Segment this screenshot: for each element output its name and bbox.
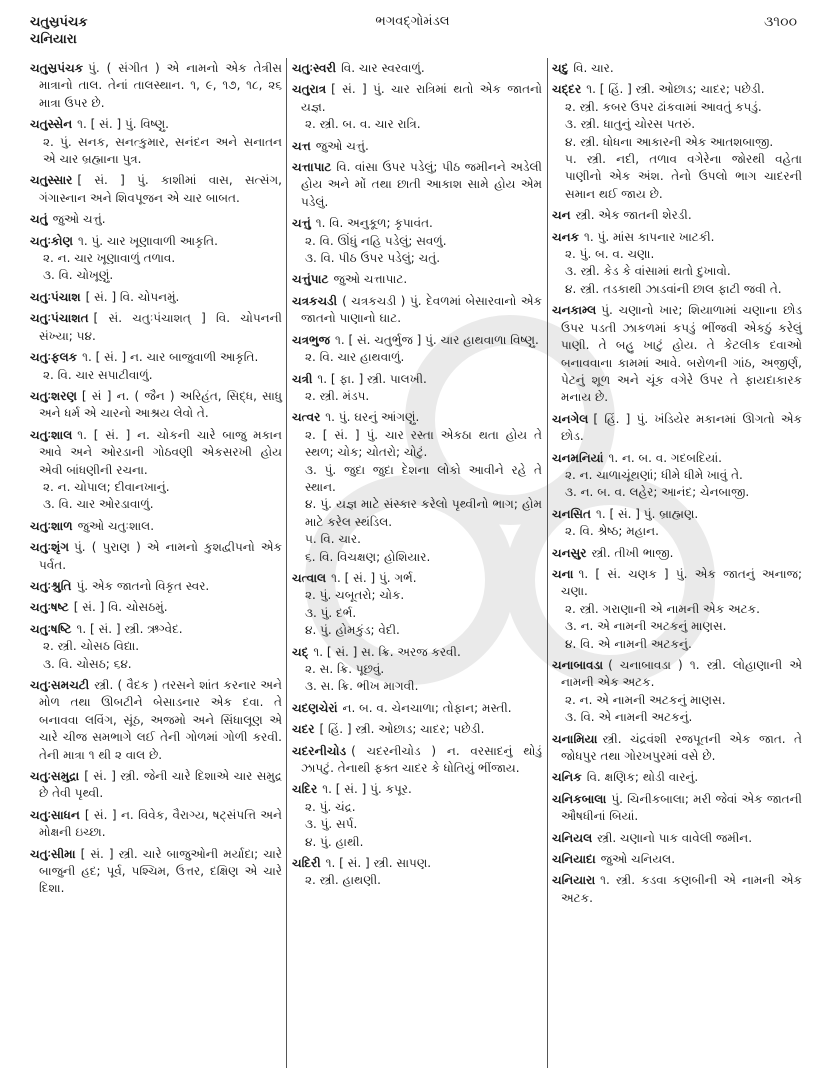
sense: ૨. સ્ત્રી. હાથણી. xyxy=(305,873,381,888)
headword: ચનિકબાલા xyxy=(552,791,607,806)
headword: ચદણચેરાં xyxy=(292,700,338,715)
dictionary-entry xyxy=(30,578,282,595)
definition: [ સં. ] ન. વિવેક, વૈરાગ્ય, ષટ્સંપત્તિ અને મોક્ષની ઇચ્છા. xyxy=(39,807,282,840)
sense: ૨. પું. સનક, સનત્કુમાર, સનંદન અને સનાતન એ ચાર બ્રહ્માના પુત્ર. xyxy=(43,134,282,167)
headword: ચદરનીચોડ xyxy=(292,743,347,758)
sense: ૨. સ્ત્રી. કબર ઉપર ઢાંકવામાં આવતું કપડું. xyxy=(565,99,762,114)
column-2 xyxy=(292,60,542,894)
headword: ચતુઃસ્વરી xyxy=(292,61,337,75)
headword: ચતુઃફલક xyxy=(30,350,78,365)
headword: ચનકામ્લ xyxy=(552,303,597,318)
headword: ચતું xyxy=(30,212,48,227)
dictionary-entry xyxy=(292,409,542,566)
dictionary-entry xyxy=(292,215,542,267)
definition: પું. એક જાતનો વિકૃત સ્વર. xyxy=(76,578,210,593)
headword: ચત્વર xyxy=(292,410,321,425)
definition: જુઓ ચત્તાપાટ. xyxy=(333,272,408,287)
dictionary-entry xyxy=(552,545,802,562)
definition: [ સં. ] વિ. ચોસઠમું. xyxy=(73,600,168,615)
sense: ૨. સ્ત્રી. ચોસઠ વિદ્યા. xyxy=(43,639,140,654)
dictionary-entry xyxy=(552,302,802,406)
sense: ૨. વિ. ચાર હાથવાળું. xyxy=(305,350,405,365)
column-divider xyxy=(547,58,548,1068)
headword: ચત્તુંપાટ xyxy=(292,272,329,287)
dictionary-entry xyxy=(552,657,802,727)
headword: ચનામિયા xyxy=(552,731,598,746)
column-3 xyxy=(552,60,802,911)
sense: ૨. સ્ત્રી. બ. વ. ચાર રાત્રિ. xyxy=(305,117,421,132)
definition: ( ચત્રકચડી ) પું. દેવળમાં બેસારવાનો એક જાતનો પાણાનો ઘાટ. xyxy=(301,293,542,326)
sense: ૨. ન. ચાળાચૂંથણાં; ધીમે ધીમે ખાવું તે. xyxy=(565,467,743,482)
definition: [ સં. ચતુઃપંચાશત્ ] વિ. ચોપનની સંખ્યા; ૫૪. xyxy=(39,311,282,343)
headword: ચતુઃકોણ xyxy=(30,233,73,248)
definition: ૧. [ ફા. ] સ્ત્રી. પાલખી. xyxy=(317,371,427,386)
headword: ચતુઃશાળ xyxy=(30,518,73,533)
dictionary-entry xyxy=(292,60,542,77)
headword: ચનિયલ xyxy=(552,830,593,845)
definition: પું. ( પુરાણ ) એ નામનો કુશદ્વીપનો એક પર્વત. xyxy=(39,540,282,572)
sense: ૪. વિ. એ નામની અટકનું. xyxy=(565,636,692,651)
dictionary-entry xyxy=(292,371,542,406)
dictionary-entry xyxy=(292,700,542,717)
headword: ચતુઃષષ્ટ xyxy=(30,600,69,615)
headword: ચતુઃસીમા xyxy=(30,846,76,861)
definition: સ્ત્રી. ચણાનો પાક વાવેલી જમીન. xyxy=(597,830,753,845)
definition: [ હિં. ] પું. ખંડિયેર મકાનમાં ઊગતો એક છોડ. xyxy=(561,411,802,444)
definition: જુઓ ચત્તું. xyxy=(315,138,369,153)
page-number: ૩૧૦૦ xyxy=(763,14,797,30)
dictionary-entry xyxy=(30,233,282,285)
headword: ચનિયાદા xyxy=(552,852,596,867)
headword: ચતુઃશાલ xyxy=(30,427,73,442)
sense: ૩. વિ. ચાર ઓરડાવાળું. xyxy=(43,497,154,512)
sense: ૩. વિ. પીઠ ઉપર પડેલું; ચતું. xyxy=(305,251,441,266)
definition: ૧. [ સં. ] પું. કપૂર. xyxy=(322,782,412,797)
running-title: ભગવદ્ગોમંડલ xyxy=(375,14,450,29)
dictionary-entry xyxy=(292,271,542,288)
headword: ચદિર xyxy=(292,782,318,797)
dictionary-entry xyxy=(292,781,542,851)
sense: ૪. સ્ત્રી. તડકાથી ઝાડવાંની છાલ ફાટી જવી તે. xyxy=(565,281,782,296)
dictionary-entry xyxy=(292,81,542,133)
sense: ૨. ન. ચોપાલ; દીવાનખાનું. xyxy=(43,479,170,494)
headword: ચદુ xyxy=(552,61,569,75)
definition: જુઓ ચનિયલ. xyxy=(600,852,676,867)
sense: ૫. સ્ત્રી. નદી, તળાવ વગેરેના જોરથી વહેતા પાણીનો એક અંશ. તેનો ઉપલો ભાગ ચાદરની સમાન થઈ જાય છે. xyxy=(565,152,802,201)
dictionary-entry xyxy=(552,450,802,502)
definition: ન. બ. વ. ચેનચાળા; તોફાન; મસ્તી. xyxy=(342,700,512,715)
sense: ૩. વિ. ચોખૂણું. xyxy=(43,268,114,283)
headword: ચનસુર xyxy=(552,545,587,560)
sense: ૪. પું. યજ્ઞ માટે સંસ્કાર કરેલો પૃથ્વીનો ભાગ; હોમ માટે કરેલ સ્થંડિલ. xyxy=(305,497,542,529)
sense: ૨. ન. એ નામની અટકનું માણસ. xyxy=(565,692,726,707)
dictionary-entry xyxy=(30,388,282,423)
headword: ચત્તું xyxy=(292,216,311,231)
headword: ચનસિત xyxy=(552,506,591,521)
definition: પું. ( સંગીત ) એ નામનો એક તેત્રીસ માત્રાનો તાલ. તેનાં તાલસ્થાન. ૧, ૯, ૧૭, ૧૮, ૨૬ માત્રા ઉપર છે. xyxy=(39,61,282,110)
dictionary-entry xyxy=(30,289,282,306)
definition: ૧. [ સં. ચતુર્ભુજ ] પું. ચાર હાથવાળા વિષ્ણુ. xyxy=(334,332,539,347)
guide-word-first: ચતુસ્રપંચક xyxy=(30,15,88,30)
definition: ૧. ન. બ. વ. ગદબદિયાં. xyxy=(608,450,722,465)
sense: ૨. પું. ચંદ્ર. xyxy=(305,799,356,814)
dictionary-entry xyxy=(292,570,542,640)
dictionary-entry xyxy=(30,310,282,345)
dictionary-entry xyxy=(30,846,282,898)
definition: પું. ચણાનો ખાર; શિયાળામાં ચણાના છોડ ઉપર પડતી ઝાકળમાં કપડું ભીંજવી એકઠું કરેલું પાણી. તે બહુ ખાટું હોય. તે કેટલીક દવાઓ બનાવવાના કામમાં આવે. બરોળની ગાંઠ, અજીર્ણ, પેટનું શૂળ અને ચૂંક વગેરે ઉપર તે ફાયદાકારક મનાય છે. xyxy=(561,303,802,405)
headword: ચત્રભુજ xyxy=(292,332,330,347)
definition: [ સં. ] પું. ચાર રાત્રિમાં થતો એક જાતનો યજ્ઞ. xyxy=(301,82,542,114)
sense: ૩. વિ. ચોસઠ; ૬૪. xyxy=(43,656,132,671)
definition: સ્ત્રી. તીખી ભાજી. xyxy=(591,545,674,560)
headword: ચતુઃશરણ xyxy=(30,388,77,403)
sense: ૪. પું. હાથી. xyxy=(305,834,364,849)
definition: [ સં. ] સ્ત્રી. ચારે બાજુઓની મર્યાદા; ચારે બાજુની હદ; પૂર્વ, પશ્ચિમ, ઉત્તર, દક્ષિણ એ ચારે દિશા. xyxy=(39,846,282,896)
definition: ૧. [ સં. ] પું. ગર્ભ. xyxy=(331,570,417,585)
sense: ૩. પું. જુદા જુદા દેશના લોકો આવીને રહે તે સ્થાન. xyxy=(305,462,542,494)
sense: ૩. સ. ક્રિ. ભીખ માગવી. xyxy=(305,679,419,694)
dictionary-entry xyxy=(30,539,282,574)
definition: ૧. [ સં. ] પું. વિષ્ણુ. xyxy=(77,117,169,132)
definition: સ્ત્રી. ( વૈદક ) તરસને શાંત કરનાર અને મોળ તથા ઊબટીને બેસાડનાર એક દવા. તે બનાવવા લવિંગ, સૂંઠ, અજમો અને સિંધાલૂણ એ ચારે ચીજ સમભાગે લઈ તેની ગોળમાં ગોળી કરવી. તેની માત્રા ૧ થી ૨ વાલ છે. xyxy=(39,678,282,762)
sense: ૨. વિ. ઊંધું નહિ પડેલું; સવળું. xyxy=(305,233,447,248)
headword: ચતુસ્સેન xyxy=(30,117,73,132)
headword: ચતુઃસમુદ્રા xyxy=(30,769,80,784)
definition: ૧. [ સં. ] સ. ક્રિ. અરજ કરવી. xyxy=(313,644,461,659)
sense: ૩. સ્ત્રી. કેડ કે વાંસામાં થતો દુખાવો. xyxy=(565,264,731,279)
dictionary-entry xyxy=(292,159,542,211)
headword: ચનાબાવડા xyxy=(552,658,604,672)
dictionary-entry xyxy=(30,677,282,764)
sense: ૫. વિ. ચાર. xyxy=(305,532,361,547)
sense: ૨. ન. ચાર ખૂણાવાળું તળાવ. xyxy=(43,251,176,266)
sense: ૩. ન. બ. વ. લહેર; આનંદ; ચેનબાજી. xyxy=(565,485,750,500)
headword: ચનગેલ xyxy=(552,411,589,426)
dictionary-entry xyxy=(30,427,282,514)
definition: વિ. વાંસા ઉપર પડેલું; પીઠ જમીનને અડેલી હોય અને મોં તથા છાતી આકાશ સામે હોય એમ પડેલું. xyxy=(301,160,542,209)
definition: ૧. સ્ત્રી. કડવા કણબીની એ નામની એક અટક. xyxy=(561,873,802,905)
sense: ૨. સ્ત્રી. મંડપ. xyxy=(305,388,370,403)
definition: ૧. [ સં. ચણક ] પું. એક જાતનું અનાજ; ચણા. xyxy=(561,566,802,599)
dictionary-entry xyxy=(30,116,282,168)
dictionary-entry xyxy=(292,332,542,367)
definition: [ સં. ] પું. કાશીમાં વાસ, સત્સંગ, ગંગાસ્નાન અને શિવપૂજન એ ચાર બાબત. xyxy=(39,173,282,205)
definition: વિ. ચાર સ્વરવાળું. xyxy=(341,61,425,75)
dictionary-entry xyxy=(552,769,802,786)
sense: ૩. પું. દર્ભ. xyxy=(305,605,357,620)
dictionary-entry xyxy=(552,506,802,541)
column-1 xyxy=(30,60,282,902)
dictionary-entry xyxy=(552,872,802,907)
sense: ૨. સ્ત્રી. ગરાણાની એ નામની એક અટક. xyxy=(565,601,760,616)
headword: ચતુઃષષ્ટિ xyxy=(30,621,72,636)
dictionary-entry xyxy=(292,644,542,696)
sense: ૩. વિ. એ નામની અટકનું. xyxy=(565,710,693,725)
headword: ચત્તાપાટ xyxy=(292,160,332,175)
definition: વિ. ચાર. xyxy=(573,61,614,75)
sense: ૪. સ્ત્રી. ધોધના આકારની એક આતશબાજી. xyxy=(565,134,774,149)
dictionary-entry xyxy=(30,518,282,535)
dictionary-entry xyxy=(552,731,802,766)
sense: ૨. વિ. શ્રેષ્ઠ; મહાન. xyxy=(565,524,659,539)
sense: ૨. સ. ક્રિ. પૂછવું. xyxy=(305,662,385,676)
headword: ચત્વાલ xyxy=(292,570,327,585)
dictionary-entry xyxy=(292,138,542,155)
headword: ચદર xyxy=(292,722,315,737)
dictionary-entry xyxy=(292,743,542,778)
dictionary-entry xyxy=(552,791,802,826)
definition: વિ. ક્ષણિક; થોડી વારનું. xyxy=(586,770,699,785)
sense: ૨. પું. ચબૂતરો; ચોક. xyxy=(305,588,405,603)
dictionary-entry xyxy=(30,807,282,842)
dictionary-entry xyxy=(552,411,802,446)
definition: ૧. [ સં. ] સ્ત્રી. ઋગ્વેદ. xyxy=(76,621,183,636)
dictionary-entry xyxy=(30,621,282,673)
definition: ૧. [ સં. ] પું. બ્રાહ્મણ. xyxy=(595,506,699,521)
definition: સ્ત્રી. ચંદ્રવંશી રજપૂતની એક જાત. તે જોધપુર તથા ગોરખપુરમાં વસે છે. xyxy=(561,731,802,764)
headword: ચતુઃશૃંગ xyxy=(30,540,70,555)
dictionary-entry xyxy=(552,60,802,77)
definition: ( ચનાબાવડા ) ૧. સ્ત્રી. લોહાણાની એ નામની એક અટક. xyxy=(561,658,802,690)
dictionary-entry xyxy=(552,229,802,299)
definition: ૧. [ સં. ] ન. ચાર બાજુવાળી આકૃતિ. xyxy=(82,350,259,365)
headword: ચદ્દર xyxy=(552,82,582,97)
dictionary-entry xyxy=(30,60,282,112)
definition: ૧. પું. ચાર ખૂણાવાળી આકૃતિ. xyxy=(77,233,218,248)
headword: ચનિક xyxy=(552,770,582,785)
dictionary-entry xyxy=(292,855,542,890)
headword: ચત્રી xyxy=(292,371,313,386)
definition: જુઓ ચતુઃશાલ. xyxy=(77,518,155,533)
headword: ચતુસ્રપંચક xyxy=(30,61,84,75)
definition: જુઓ ચત્તું. xyxy=(52,212,106,227)
headword: ચન xyxy=(552,208,571,223)
definition: ૧. પું. ઘરનું આંગણું. xyxy=(325,410,420,425)
sense: ૨. [ સં. ] પું. ચાર રસ્તા એકઠા થતા હોય તે સ્થળ; ચોક; ચોતરો; ચોટું. xyxy=(305,427,542,460)
headword: ચતુઃસમચટી xyxy=(30,678,90,692)
dictionary-entry xyxy=(292,721,542,738)
headword: ચતુસ્સાર xyxy=(30,173,73,188)
headword: ચનમનિયાં xyxy=(552,450,604,465)
headword: ચદ્ xyxy=(292,644,309,659)
sense: ૨. વિ. ચાર સપાટીવાળું. xyxy=(43,367,153,382)
definition: ૧. વિ. અનુકૂળ; કૃપાવંત. xyxy=(315,216,433,231)
dictionary-entry xyxy=(552,81,802,203)
dictionary-entry xyxy=(30,349,282,384)
headword: ચત્રકચડી xyxy=(292,293,338,308)
headword: ચના xyxy=(552,566,574,581)
sense: ૩. ન. એ નામની અટકનું માણસ. xyxy=(565,619,727,634)
sense: ૨. પું. બ. વ. ચણા. xyxy=(565,247,655,262)
headword: ચનિયારા xyxy=(552,873,596,888)
headword: ચનક xyxy=(552,229,580,244)
headword: ચતુઃસાધન xyxy=(30,807,80,822)
definition: પું. ચિનીકબાલા; મરી જેવાં એક જાતની ઔષધીનાં બિયાં. xyxy=(561,791,802,824)
definition: [ સં ] ન. ( જૈન ) અરિહંત, સિદ્ધ, સાધુ અને ધર્મ એ ચારનો આશ્રય લેવો તે. xyxy=(39,388,282,421)
column-divider xyxy=(286,58,287,1068)
dictionary-entry xyxy=(552,566,802,653)
dictionary-entry xyxy=(552,207,802,224)
headword: ચતુઃશ્રુતિ xyxy=(30,578,72,593)
sense: ૪. પું. હોમકુંડ; વેદી. xyxy=(305,623,400,638)
headword: ચતુરાત્ર xyxy=(292,82,327,97)
dictionary-entry xyxy=(292,293,542,328)
headword: ચત્ત xyxy=(292,138,311,153)
guide-word-last: ચનિયારા xyxy=(30,32,77,47)
definition: [ સં. ] સ્ત્રી. જેની ચારે દિશાએ ચાર સમુદ્ર છે તેવી પૃથ્વી. xyxy=(39,769,282,801)
dictionary-entry xyxy=(552,851,802,868)
definition: ૧. [ સં. ] સ્ત્રી. સાપણ. xyxy=(325,856,432,871)
definition: [ સં. ] વિ. ચોપનમું. xyxy=(85,289,180,304)
definition: ૧. [ સં. ] ન. ચોકની ચારે બાજુ મકાન આવે અને ઓરડાની ગોઠવણી એકસરખી હોય એવી બાંધણીની રચના. xyxy=(39,427,282,477)
headword: ચતુઃપંચાશ xyxy=(30,289,81,304)
headword: ચતુઃપંચાશત xyxy=(30,311,89,326)
sense: ૬. વિ. વિચક્ષણ; હોશિયાર. xyxy=(305,549,431,564)
dictionary-entry xyxy=(30,211,282,228)
definition: ૧. પું. માંસ કાપનાર ખાટકી. xyxy=(584,229,715,244)
dictionary-entry xyxy=(30,768,282,803)
definition: [ હિં. ] સ્ત્રી. ઓછાડ; ચાદર; પછેડી. xyxy=(319,722,485,737)
dictionary-entry xyxy=(30,172,282,207)
sense: ૩. સ્ત્રી. ધાતુનું ચોરસ પતરું. xyxy=(565,117,696,132)
headword: ચદિરી xyxy=(292,856,321,871)
dictionary-entry xyxy=(30,599,282,616)
definition: ૧. [ હિં. ] સ્ત્રી. ઓછાડ; ચાદર; પછેડી. xyxy=(586,82,765,97)
definition: ( ચદરનીચોડ ) ન. વરસાદનું થોડું ઝાપટું. તેનાથી ફક્ત ચાદર કે ધોતિયું ભીંજાય. xyxy=(301,743,542,776)
sense: ૩. પું. સર્પ. xyxy=(305,817,358,832)
dictionary-entry xyxy=(552,830,802,847)
definition: સ્ત્રી. એક જાતની શેરડી. xyxy=(575,208,692,223)
